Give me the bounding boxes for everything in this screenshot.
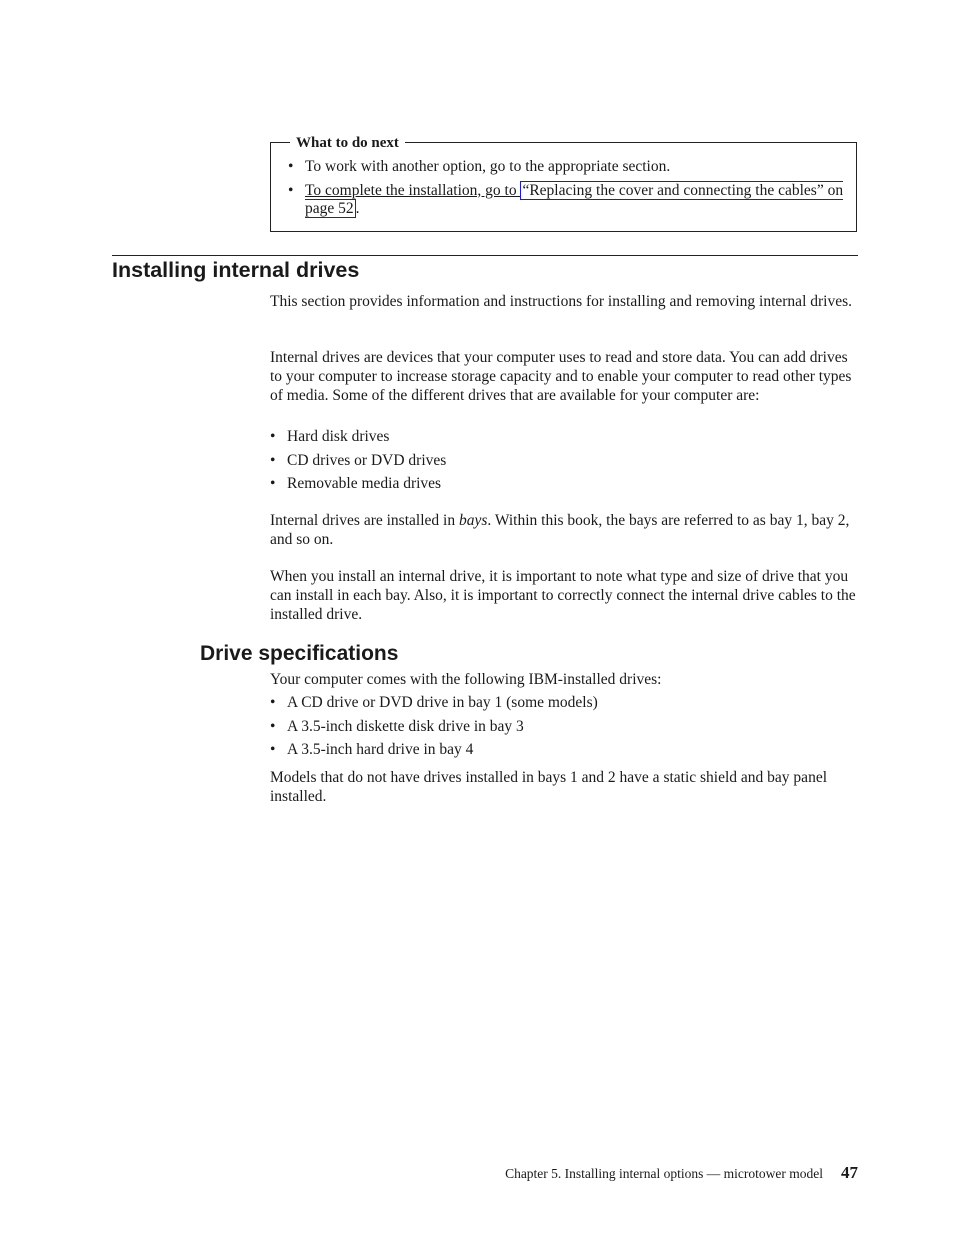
drive-types-list (270, 428, 850, 499)
bays-text-start: Internal drives are installed in (270, 512, 459, 529)
page-footer (505, 1163, 858, 1183)
install-note-paragraph: When you install an internal drive, it is important to note what type and size of drive that you can install in each bay. Also, it is important to correctly connect the internal drive cables to the installed drive. (270, 568, 856, 623)
drive-spec-intro: Your computer comes with the following IBM-installed drives: (270, 671, 662, 688)
list-item: • A CD drive or DVD drive in bay 1 (some models) (270, 694, 850, 718)
list-item: • Hard disk drives (270, 428, 850, 452)
bays-paragraph (270, 512, 860, 550)
note-item-text: To work with another option, go to the appropriate section. (305, 158, 671, 175)
installed-drives-list (270, 694, 850, 765)
cross-reference-link[interactable]: “Replacing the cover and connecting the cables” on page 52 (305, 181, 844, 217)
list-item: • A 3.5-inch diskette disk drive in bay 3 (270, 718, 850, 742)
drives-paragraph: Internal drives are devices that your computer uses to read and store data. You can add drives to your computer to increase storage capacity and to enable your computer to read other types of media. Some of the different drives that are available for your computer are: (270, 349, 852, 404)
intro-paragraph: This section provides information and instructions for installing and removing internal drives. (270, 293, 852, 310)
bays-term: bays (458, 512, 488, 529)
section-title: Installing internal drives (112, 258, 360, 282)
list-item (288, 158, 848, 177)
list-item (288, 182, 848, 219)
page-number: 47 (841, 1163, 858, 1182)
note-item-prefix: To complete the installation, go to (305, 181, 521, 199)
list-item: • CD drives or DVD drives (270, 452, 850, 476)
subsection-title: Drive specifications (200, 642, 399, 665)
note-item-suffix: . (355, 200, 360, 217)
section-divider (112, 255, 858, 256)
list-item: • Removable media drives (270, 475, 850, 499)
note-list (288, 158, 848, 224)
list-item: • A 3.5-inch hard drive in bay 4 (270, 741, 850, 765)
bays-text-end: . Within this book, the bays are referred to as bay 1, bay 2, and so on. (270, 512, 850, 548)
note-title: What to do next (290, 135, 405, 152)
chapter-label: Chapter 5. Installing internal options — microtower model (505, 1166, 823, 1181)
models-paragraph: Models that do not have drives installed in bays 1 and 2 have a static shield and bay panel installed. (270, 769, 828, 805)
